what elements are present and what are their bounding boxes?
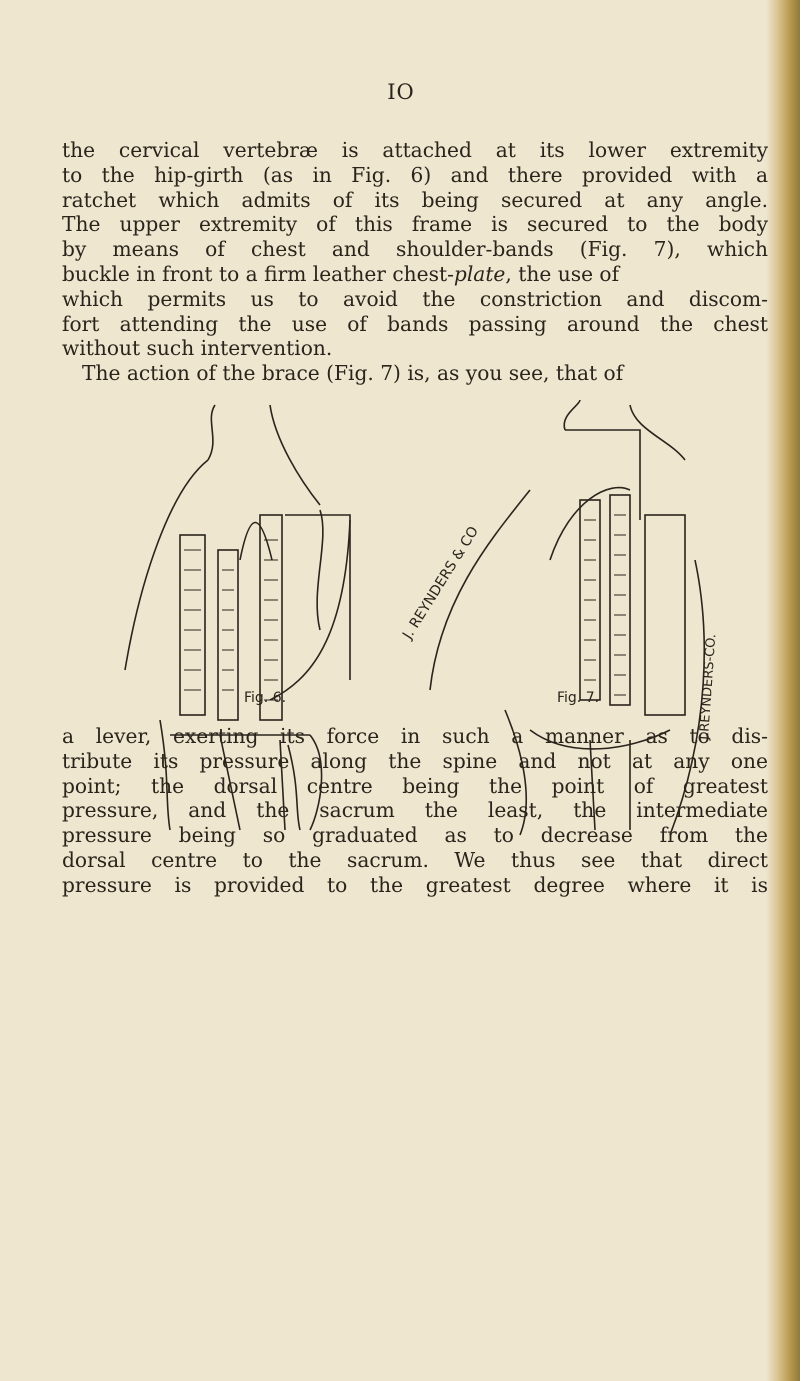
text-line: the cervical vertebræ is attached at its lower extremity xyxy=(62,138,768,162)
fig6-maker-mark xyxy=(399,524,482,643)
paragraph-2 xyxy=(62,724,768,898)
text-line: fort attending the use of bands passing around the chest xyxy=(62,311,768,336)
text-line-chest-plate xyxy=(62,262,768,287)
text-line: ratchet which admits of its being secured at any angle. xyxy=(62,187,768,212)
text-line: which permits us to avoid the constriction and discom- xyxy=(62,286,768,311)
text-line: pressure being so graduated as to decrease from the xyxy=(62,823,768,848)
text-line: pressure, and the sacrum the least, the intermediate xyxy=(62,798,768,823)
text-line: by means of chest and shoulder-bands (Fig. 7), which xyxy=(62,237,768,262)
text-line: The upper extremity of this frame is secured to the body xyxy=(62,212,768,237)
paragraph-1 xyxy=(62,138,768,386)
text-line: dorsal centre to the sacrum. We thus see that direct xyxy=(62,847,768,872)
text-segment: buckle in front to a firm leather chest- xyxy=(62,261,454,286)
svg-text:J. REYNDERS & CO: J. REYNDERS & CO xyxy=(399,523,483,643)
text-line: pressure is provided to the greatest degree where it is xyxy=(62,872,768,897)
page-number: IO xyxy=(387,80,415,104)
text-segment: , the use of xyxy=(505,261,620,286)
svg-text:J.REYNDERS-CO.: J.REYNDERS-CO. xyxy=(697,633,720,741)
text-line: a lever, exerting its force in such a manner as to dis- xyxy=(62,724,768,748)
text-line: to the hip-girth (as in Fig. 6) and there provided with a xyxy=(62,162,768,187)
text-line: point; the dorsal centre being the point of greatest xyxy=(62,773,768,798)
fig7-caption: Fig. 7. xyxy=(557,690,600,706)
page-edge-shadow xyxy=(766,0,800,1381)
text-line: tribute its pressure along the spine and not at any one xyxy=(62,748,768,773)
text-line: The action of the brace (Fig. 7) is, as you see, that of xyxy=(82,361,624,386)
italic-plate: plate xyxy=(453,261,506,286)
text-line: without such intervention. xyxy=(62,336,333,361)
fig6-caption: Fig. 6. xyxy=(244,690,287,706)
